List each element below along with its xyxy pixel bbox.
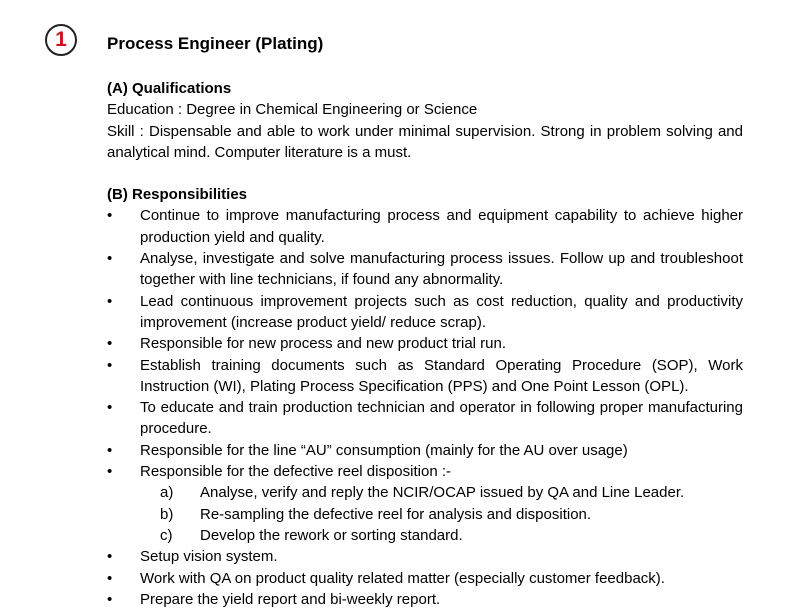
skill-line: Skill : Dispensable and able to work under minimal supervision. Strong in problem solving and analytical mind. Computer literature is a must. — [107, 122, 743, 161]
responsibility-item — [107, 568, 743, 589]
bullet-icon: • — [107, 399, 113, 417]
qualifications-heading: (A) Qualifications — [107, 80, 232, 97]
bullet-icon: • — [107, 441, 113, 459]
bullet-icon: • — [107, 207, 113, 225]
responsibility-text: To educate and train production technician and operator in following proper manufacturing procedure. — [140, 399, 743, 438]
spacer — [107, 163, 743, 184]
responsibility-text: Analyse, investigate and solve manufacturing process issues. Follow up and troubleshoot together with line technicians, if found any abnormality. — [140, 250, 743, 289]
bullet-icon: • — [107, 292, 113, 310]
subitem-marker: c) — [160, 526, 173, 544]
responsibility-item — [107, 589, 743, 610]
responsibility-text: Prepare the yield report and bi-weekly report. — [140, 590, 441, 608]
responsibility-text: Work with QA on product quality related matter (especially customer feedback). — [140, 569, 665, 587]
subitem-text: Develop the rework or sorting standard. — [200, 526, 463, 544]
bullet-icon: • — [107, 335, 113, 353]
responsibility-text: Responsible for new process and new product trial run. — [140, 335, 507, 353]
disposition-subitem — [107, 504, 743, 525]
responsibility-item — [107, 205, 743, 248]
responsibility-item — [107, 248, 743, 291]
subitem-marker: b) — [160, 505, 174, 523]
bullet-icon: • — [107, 548, 113, 566]
education-line: Education : Degree in Chemical Engineering or Science — [107, 101, 478, 119]
job-title: Process Engineer (Plating) — [107, 34, 324, 53]
subitem-text: Re-sampling the defective reel for analysis and disposition. — [200, 505, 592, 523]
responsibility-text: Responsible for the line “AU” consumption (mainly for the AU over usage) — [140, 441, 628, 459]
responsibilities-heading: (B) Responsibilities — [107, 186, 248, 204]
subitem-marker: a) — [160, 484, 174, 502]
responsibility-text: Establish training documents such as Standard Operating Procedure (SOP), Work Instruction (WI), Plating Process Specification (PPS) and One Point Lesson (OPL). — [140, 356, 743, 395]
responsibility-text: Continue to improve manufacturing process and equipment capability to achieve higher production yield and quality. — [140, 207, 743, 246]
responsibility-text: Responsible for the defective reel disposition :- — [140, 463, 452, 481]
bullet-icon: • — [107, 463, 113, 481]
job-description — [107, 78, 743, 610]
responsibility-item — [107, 461, 743, 482]
section-number-badge: 1 — [45, 24, 77, 56]
responsibility-item — [107, 291, 743, 334]
disposition-subitem — [107, 482, 743, 503]
responsibility-item — [107, 333, 743, 354]
responsibility-text: Setup vision system. — [140, 548, 278, 566]
subitem-text: Analyse, verify and reply the NCIR/OCAP issued by QA and Line Leader. — [200, 484, 685, 502]
responsibility-item — [107, 546, 743, 567]
responsibility-item — [107, 397, 743, 440]
responsibility-item — [107, 440, 743, 461]
responsibility-text: Lead continuous improvement projects such as cost reduction, quality and productivity improvement (increase product yield/ reduce scrap). — [140, 292, 743, 331]
bullet-icon: • — [107, 569, 113, 587]
bullet-icon: • — [107, 250, 113, 268]
responsibility-item — [107, 355, 743, 398]
bullet-icon: • — [107, 590, 113, 608]
disposition-subitem — [107, 525, 743, 546]
bullet-icon: • — [107, 356, 113, 374]
